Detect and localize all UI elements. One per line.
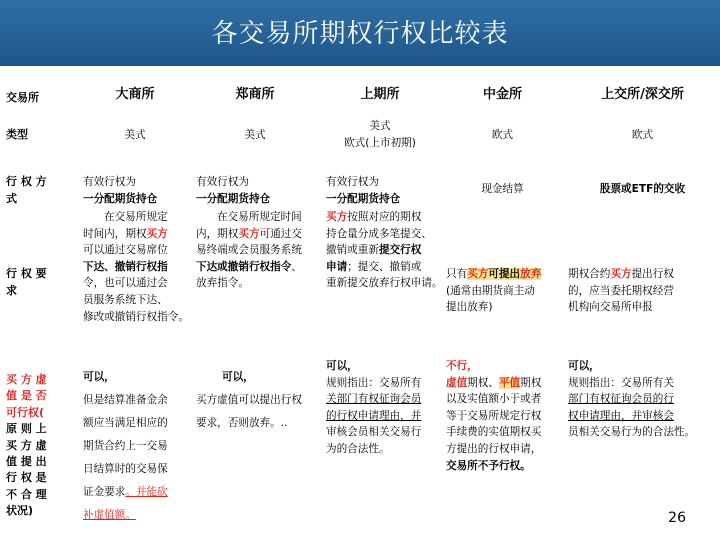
row-label-requirement: 行 权 要 求 — [6, 267, 47, 297]
row-label-type: 类型 — [6, 128, 28, 141]
header-cffex: 中金所 — [482, 87, 522, 102]
requirement-sse: 期权合约买方提出行权 的，应当委托期权经营 机构向交易所申报 — [568, 268, 674, 314]
page-number: 26 — [668, 510, 686, 526]
row-label-method: 行 权 方 式 — [6, 175, 47, 205]
method-sse: 股票或ETF的交收 — [599, 183, 686, 195]
header-rowlabel: 交易所 — [6, 91, 39, 104]
short-shfe: 可以， 规则指出：交易所有 关部门有权征询会员 的行权申请理由，并 审核会员相关交易行 为的合法性。 — [326, 360, 422, 455]
short-zce: 可以， 买方虚值可以提出行权 要求，否则放弃。.. — [196, 371, 302, 429]
type-dce: 美式 — [124, 129, 146, 141]
short-dce: 可以， 但是结算准备金余 额应当满足相应的 期货合约上一交易 日结算时的交易保 证金要求。并能砍 补虚值额。 — [83, 371, 168, 521]
method-zce: 有效行权为 一分配期货持仓 — [196, 176, 271, 205]
requirement-cffex: 只有买方可提出放弃 (通常由期货商主动 提出放弃) — [446, 268, 542, 314]
page-title: 各交易所期权行权比较表 — [211, 19, 509, 49]
title-bar — [0, 0, 720, 66]
short-cffex: 不行， 虚值期权、平值期权 以及实值额小于或者 等于交易所规定行权 手续费的实值期权买 方提出的行权申请， 交易所不予行权。 — [446, 360, 542, 472]
type-shfe: 美式 欧式(上市初期) — [344, 120, 416, 149]
method-cffex: 现金结算 — [481, 183, 524, 195]
requirement-shfe: 买方按照对应的期权 持仓量分成多笔提交、 撤销或重新提交行权 申请；提交、撤销或 重新提交放弃行权申请。 — [326, 211, 443, 290]
requirement-dce: 在交易所规定 时间内，期权买方 可以通过交易席位 下达、撤销行权指 令，也可以通过会 员服务系统下达、 修改或撤销行权指令。 — [83, 211, 189, 323]
type-zce: 美式 — [244, 129, 266, 141]
type-sse: 欧式 — [631, 129, 654, 141]
row-label-short: 买 方 虚 值 是 否 可行权( 原 则 上 买 方 虚 值 提 出 行 权 是 不 合 理 状况) — [6, 373, 47, 518]
type-cffex: 欧式 — [491, 129, 514, 141]
header-sse: 上交所/深交所 — [601, 87, 684, 102]
header-zce: 郑商所 — [235, 87, 275, 102]
method-shfe: 有效行权为 一分配期货持仓 — [326, 176, 401, 205]
header-shfe: 上期所 — [360, 87, 400, 102]
requirement-zce: 在交易所规定时间 内，期权买方可通过交 易终端或会员服务系统 下达或撤销行权指令、 放弃指令。 — [196, 211, 302, 290]
header-dce: 大商所 — [115, 87, 155, 102]
method-dce: 有效行权为 一分配期货持仓 — [83, 176, 158, 205]
short-sse: 可以， 规则指出：交易所有关 部门有权征询会员的行 权申请理由，并审核会 员相关交易行为的合法性。 — [568, 360, 696, 439]
